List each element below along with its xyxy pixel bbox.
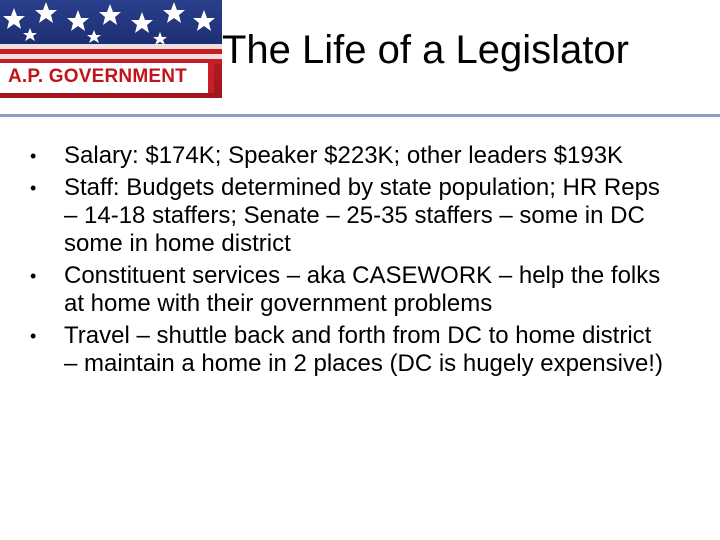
bullet-text: Constituent services – aka CASEWORK – help the folks at home with their government problems (64, 262, 661, 317)
bullet-dot-icon: • (30, 146, 37, 166)
bullet-list (30, 142, 670, 382)
bullet-text: Salary: $174K; Speaker $223K; other leaders $193K (64, 142, 624, 169)
bullet-item-constituent-services (30, 262, 670, 318)
bullet-dot-icon: • (30, 178, 37, 198)
slide-title: The Life of a Legislator (222, 28, 629, 72)
bullet-dot-icon: • (30, 266, 37, 286)
bullet-item-salary (30, 142, 670, 170)
bullet-item-staff (30, 174, 670, 258)
bullet-item-travel (30, 322, 670, 378)
banner-text: A.P. GOVERNMENT (8, 66, 187, 87)
bullet-text: Travel – shuttle back and forth from DC to home district – maintain a home in 2 places (DC is hugely expensive!) (64, 322, 663, 377)
bullet-dot-icon: • (30, 326, 37, 346)
ap-government-banner (0, 0, 222, 98)
flag-stripes (0, 44, 222, 64)
title-divider (0, 114, 720, 117)
bullet-text: Staff: Budgets determined by state population; HR Reps – 14-18 staffers; Senate – 25-35 staffers – some in DC some in home district (64, 174, 660, 257)
